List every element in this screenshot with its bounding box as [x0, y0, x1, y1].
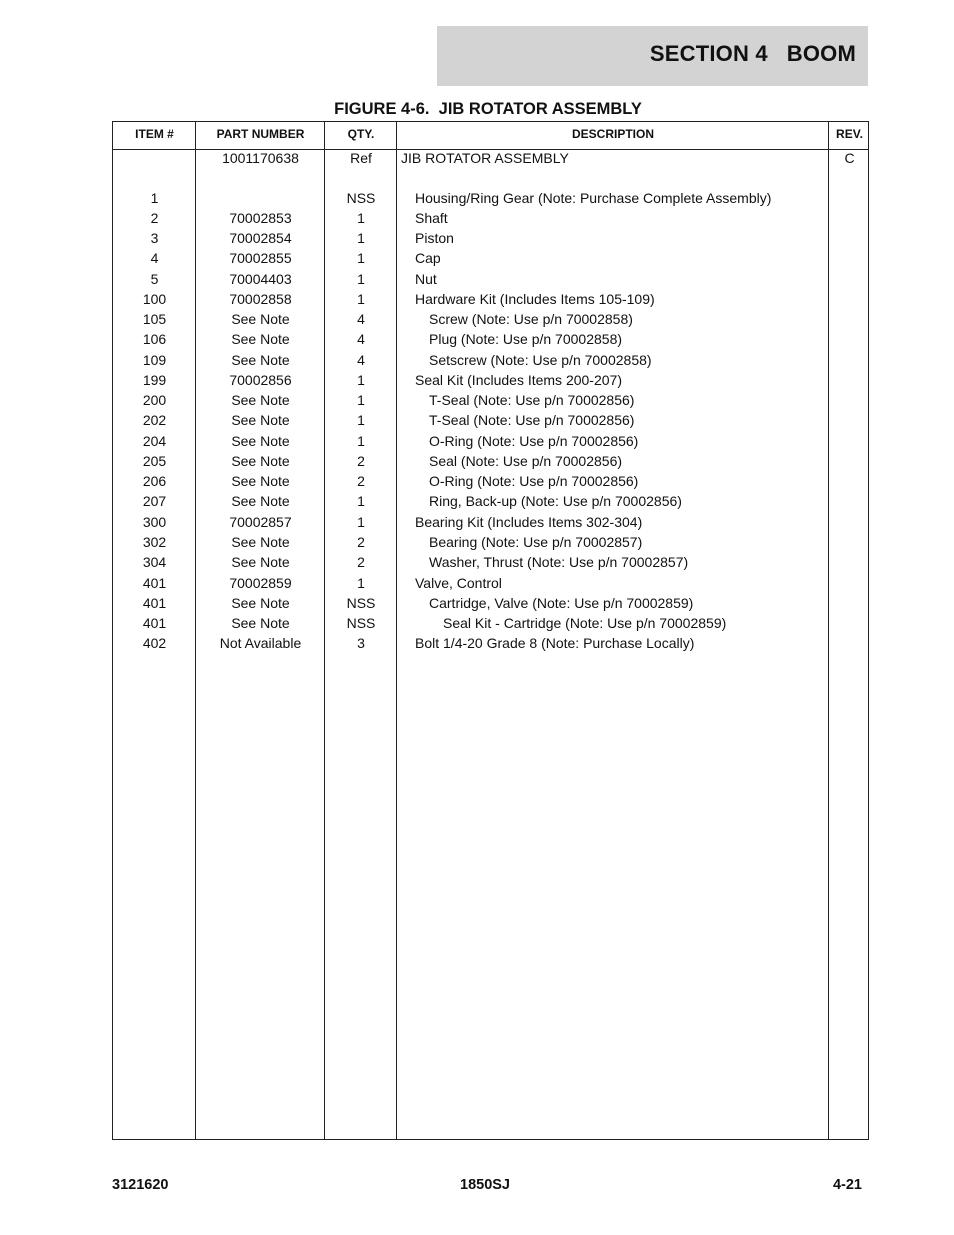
description-cell: Washer, Thrust (Note: Use p/n 70002857) [429, 554, 689, 570]
item-number-cell: 207 [142, 493, 167, 509]
description-cell: Cap [415, 250, 441, 266]
section-title: SECTION 4 BOOM [649, 41, 856, 66]
item-number-cell: 302 [142, 534, 167, 550]
description-cell: Bolt 1/4-20 Grade 8 (Note: Purchase Locally) [415, 635, 695, 651]
column-header-part-number: PART NUMBER [216, 127, 305, 141]
item-number-cell: 2 [150, 210, 159, 226]
part-number-cell: See Note [231, 615, 290, 631]
item-number-cell: 200 [142, 392, 167, 408]
parts-table [112, 121, 869, 1140]
part-number-cell: 70002859 [229, 575, 292, 591]
description-cell: Seal Kit (Includes Items 200-207) [415, 372, 622, 388]
table-row [113, 471, 868, 491]
quantity-cell: 1 [357, 291, 365, 307]
table-row [113, 451, 868, 471]
quantity-cell: NSS [346, 595, 376, 611]
item-number-cell: 402 [142, 635, 167, 651]
table-row [113, 188, 868, 208]
part-number-cell: See Note [231, 392, 290, 408]
part-number-cell: 70002854 [229, 230, 292, 246]
figure-title: FIGURE 4-6. JIB ROTATOR ASSEMBLY [334, 100, 642, 118]
part-number-cell: 70002853 [229, 210, 292, 226]
table-row [113, 350, 868, 370]
quantity-cell: 3 [357, 635, 365, 651]
quantity-cell: 4 [357, 331, 365, 347]
table-row [113, 309, 868, 329]
part-number-cell: See Note [231, 453, 290, 469]
part-number-cell: See Note [231, 433, 290, 449]
quantity-cell: 1 [357, 372, 365, 388]
description-cell: Hardware Kit (Includes Items 105-109) [415, 291, 655, 307]
description-cell: O-Ring (Note: Use p/n 70002856) [429, 433, 639, 449]
table-row [113, 370, 868, 390]
table-row [113, 390, 868, 410]
footer-document-number: 3121620 [112, 1177, 169, 1193]
quantity-cell: 4 [357, 352, 365, 368]
part-number-cell: See Note [231, 554, 290, 570]
quantity-cell: 1 [357, 412, 365, 428]
table-row [113, 269, 868, 289]
item-number-cell: 4 [150, 250, 159, 266]
table-row [113, 512, 868, 532]
quantity-cell: NSS [346, 190, 376, 206]
quantity-cell: 1 [357, 250, 365, 266]
quantity-cell: 1 [357, 575, 365, 591]
part-number-cell: Not Available [219, 635, 302, 651]
item-number-cell: 205 [142, 453, 167, 469]
part-number-cell: 70002856 [229, 372, 292, 388]
table-row [113, 410, 868, 430]
quantity-cell: 1 [357, 493, 365, 509]
description-cell: Cartridge, Valve (Note: Use p/n 70002859) [429, 595, 694, 611]
table-row [113, 329, 868, 349]
quantity-cell: 1 [357, 271, 365, 287]
description-cell: Setscrew (Note: Use p/n 70002858) [429, 352, 652, 368]
quantity-cell: NSS [346, 615, 376, 631]
table-row [113, 228, 868, 248]
table-row [113, 633, 868, 653]
description-cell: T-Seal (Note: Use p/n 70002856) [429, 392, 635, 408]
description-cell: Piston [415, 230, 454, 246]
part-number-cell: See Note [231, 331, 290, 347]
description-cell: JIB ROTATOR ASSEMBLY [401, 150, 569, 166]
part-number-cell: 70002857 [229, 514, 292, 530]
table-row [113, 613, 868, 633]
item-number-cell: 202 [142, 412, 167, 428]
footer-model: 1850SJ [460, 1177, 510, 1193]
quantity-cell: 2 [357, 453, 365, 469]
column-header-qty: QTY. [347, 127, 375, 141]
item-number-cell: 204 [142, 433, 167, 449]
item-number-cell: 3 [150, 230, 159, 246]
quantity-cell: 2 [357, 534, 365, 550]
table-row [113, 431, 868, 451]
column-header-rev: REV. [836, 127, 863, 141]
table-row [113, 552, 868, 572]
table-row [113, 532, 868, 552]
quantity-cell: 1 [357, 210, 365, 226]
part-number-cell: See Note [231, 473, 290, 489]
part-number-cell: 70002858 [229, 291, 292, 307]
description-cell: Plug (Note: Use p/n 70002858) [429, 331, 623, 347]
column-header-item: ITEM # [135, 127, 174, 141]
description-cell: Shaft [415, 210, 448, 226]
description-cell: T-Seal (Note: Use p/n 70002856) [429, 412, 635, 428]
description-cell: Bearing (Note: Use p/n 70002857) [429, 534, 643, 550]
description-cell: Housing/Ring Gear (Note: Purchase Complete Assembly) [415, 190, 772, 206]
table-row [113, 148, 868, 168]
part-number-cell: See Note [231, 493, 290, 509]
item-number-cell: 401 [142, 615, 167, 631]
footer-page-number: 4-21 [832, 1177, 862, 1193]
part-number-cell: See Note [231, 352, 290, 368]
description-cell: Valve, Control [415, 575, 502, 591]
description-cell: O-Ring (Note: Use p/n 70002856) [429, 473, 639, 489]
quantity-cell: Ref [350, 150, 372, 166]
item-number-cell: 199 [142, 372, 167, 388]
item-number-cell: 105 [142, 311, 167, 327]
item-number-cell: 401 [142, 575, 167, 591]
item-number-cell: 304 [142, 554, 167, 570]
part-number-cell: See Note [231, 311, 290, 327]
quantity-cell: 1 [357, 514, 365, 530]
quantity-cell: 1 [357, 230, 365, 246]
table-row [113, 248, 868, 268]
quantity-cell: 1 [357, 392, 365, 408]
item-number-cell: 109 [142, 352, 167, 368]
part-number-cell: 70002855 [229, 250, 292, 266]
description-cell: Nut [415, 271, 437, 287]
item-number-cell: 106 [142, 331, 167, 347]
part-number-cell: See Note [231, 412, 290, 428]
description-cell: Screw (Note: Use p/n 70002858) [429, 311, 633, 327]
quantity-cell: 2 [357, 554, 365, 570]
table-row [113, 491, 868, 511]
quantity-cell: 1 [357, 433, 365, 449]
revision-cell: C [844, 150, 855, 166]
description-cell: Ring, Back-up (Note: Use p/n 70002856) [429, 493, 682, 509]
item-number-cell: 401 [142, 595, 167, 611]
item-number-cell: 5 [150, 271, 159, 287]
item-number-cell: 300 [142, 514, 167, 530]
description-cell: Seal (Note: Use p/n 70002856) [429, 453, 623, 469]
item-number-cell: 1 [150, 190, 159, 206]
section-header-band [437, 26, 868, 86]
table-row [113, 593, 868, 613]
table-row [113, 573, 868, 593]
column-header-description: DESCRIPTION [571, 127, 654, 141]
quantity-cell: 2 [357, 473, 365, 489]
item-number-cell: 100 [142, 291, 167, 307]
quantity-cell: 4 [357, 311, 365, 327]
table-row [113, 208, 868, 228]
part-number-cell: 70004403 [229, 271, 292, 287]
part-number-cell: See Note [231, 534, 290, 550]
part-number-cell: 1001170638 [222, 150, 299, 166]
item-number-cell: 206 [142, 473, 167, 489]
description-cell: Seal Kit - Cartridge (Note: Use p/n 70002859) [443, 615, 727, 631]
description-cell: Bearing Kit (Includes Items 302-304) [415, 514, 643, 530]
part-number-cell: See Note [231, 595, 290, 611]
table-row [113, 289, 868, 309]
